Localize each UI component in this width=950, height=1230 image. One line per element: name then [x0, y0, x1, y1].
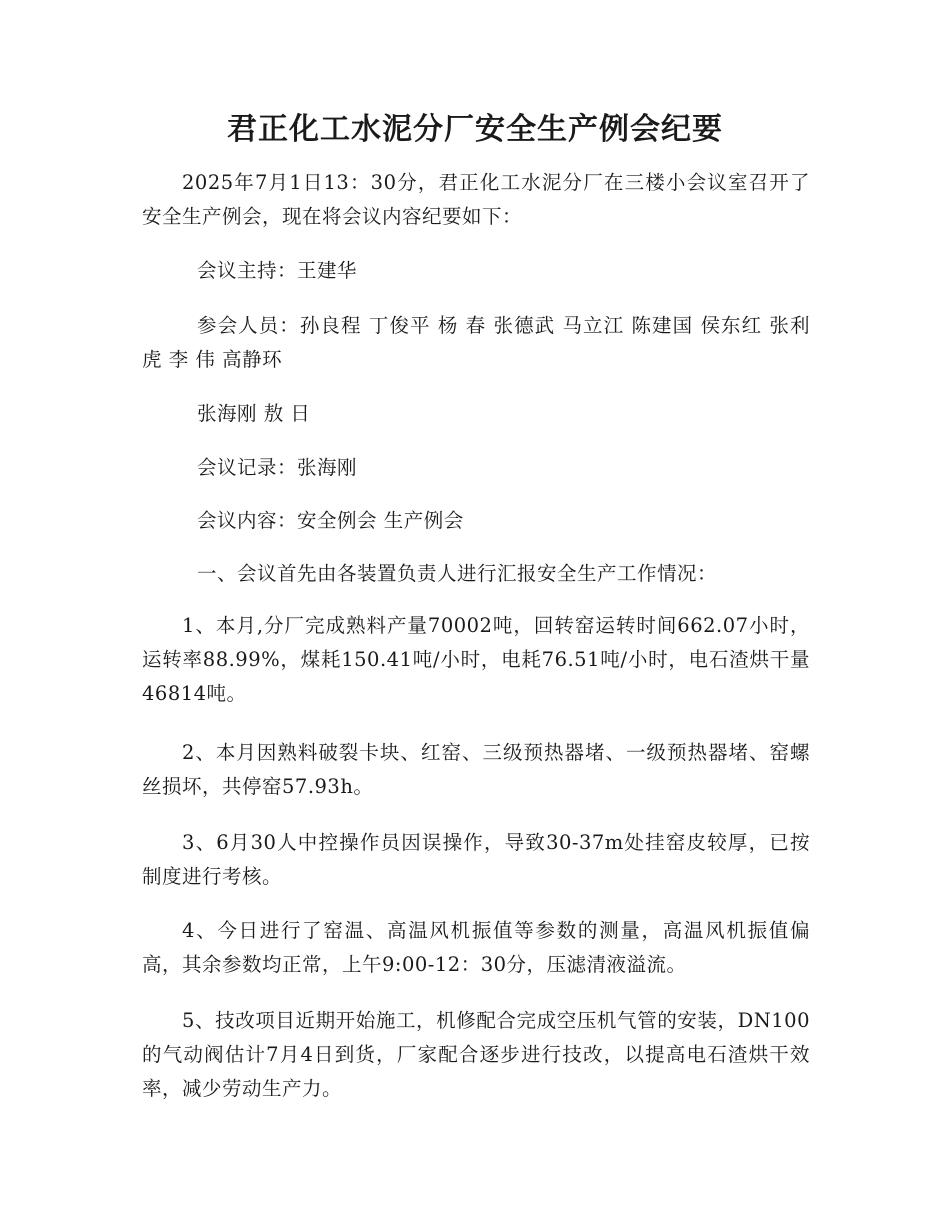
report-item: 4、今日进行了窑温、高温风机振值等参数的测量，高温风机振值偏高，其余参数均正常，上午9:00-12：30分，压滤清液溢流。 [142, 919, 810, 976]
report-item: 1、本月,分厂完成熟料产量70002吨，回转窑运转时间662.07小时，运转率88.99%，煤耗150.41吨/小时，电耗76.51吨/小时，电石渣烘干量46814吨。 [142, 614, 810, 705]
meeting-content: 会议内容：安全例会 生产例会 [197, 509, 464, 532]
report-item: 3、6月30人中控操作员因误操作，导致30-37m处挂窑皮较厚，已按制度进行考核。 [142, 831, 810, 888]
intro-paragraph: 2025年7月1日13：30分，君正化工水泥分厂在三楼小会议室召开了安全生产例会，现在将会议内容纪要如下： [142, 171, 810, 228]
meeting-attendees-continued: 张海刚 敖 日 [197, 402, 311, 425]
document-title: 君正化工水泥分厂安全生产例会纪要 [227, 112, 723, 147]
report-item: 5、技改项目近期开始施工，机修配合完成空压机气管的安装，DN100的气动阀估计7月4日到货，厂家配合逐步进行技改，以提高电石渣烘干效率，减少劳动生产力。 [142, 1009, 810, 1100]
meeting-recorder: 会议记录：张海刚 [197, 456, 358, 479]
meeting-attendees: 参会人员：孙良程 丁俊平 杨 春 张德武 马立江 陈建国 侯东红 张利虎 李 伟 高静环 [142, 314, 810, 371]
report-item: 2、本月因熟料破裂卡块、红窑、三级预热器堵、一级预热器堵、窑螺丝损坏，共停窑57.93h。 [142, 741, 810, 798]
section-heading: 一、会议首先由各装置负责人进行汇报安全生产工作情况： [197, 562, 718, 585]
meeting-host: 会议主持：王建华 [197, 259, 358, 282]
